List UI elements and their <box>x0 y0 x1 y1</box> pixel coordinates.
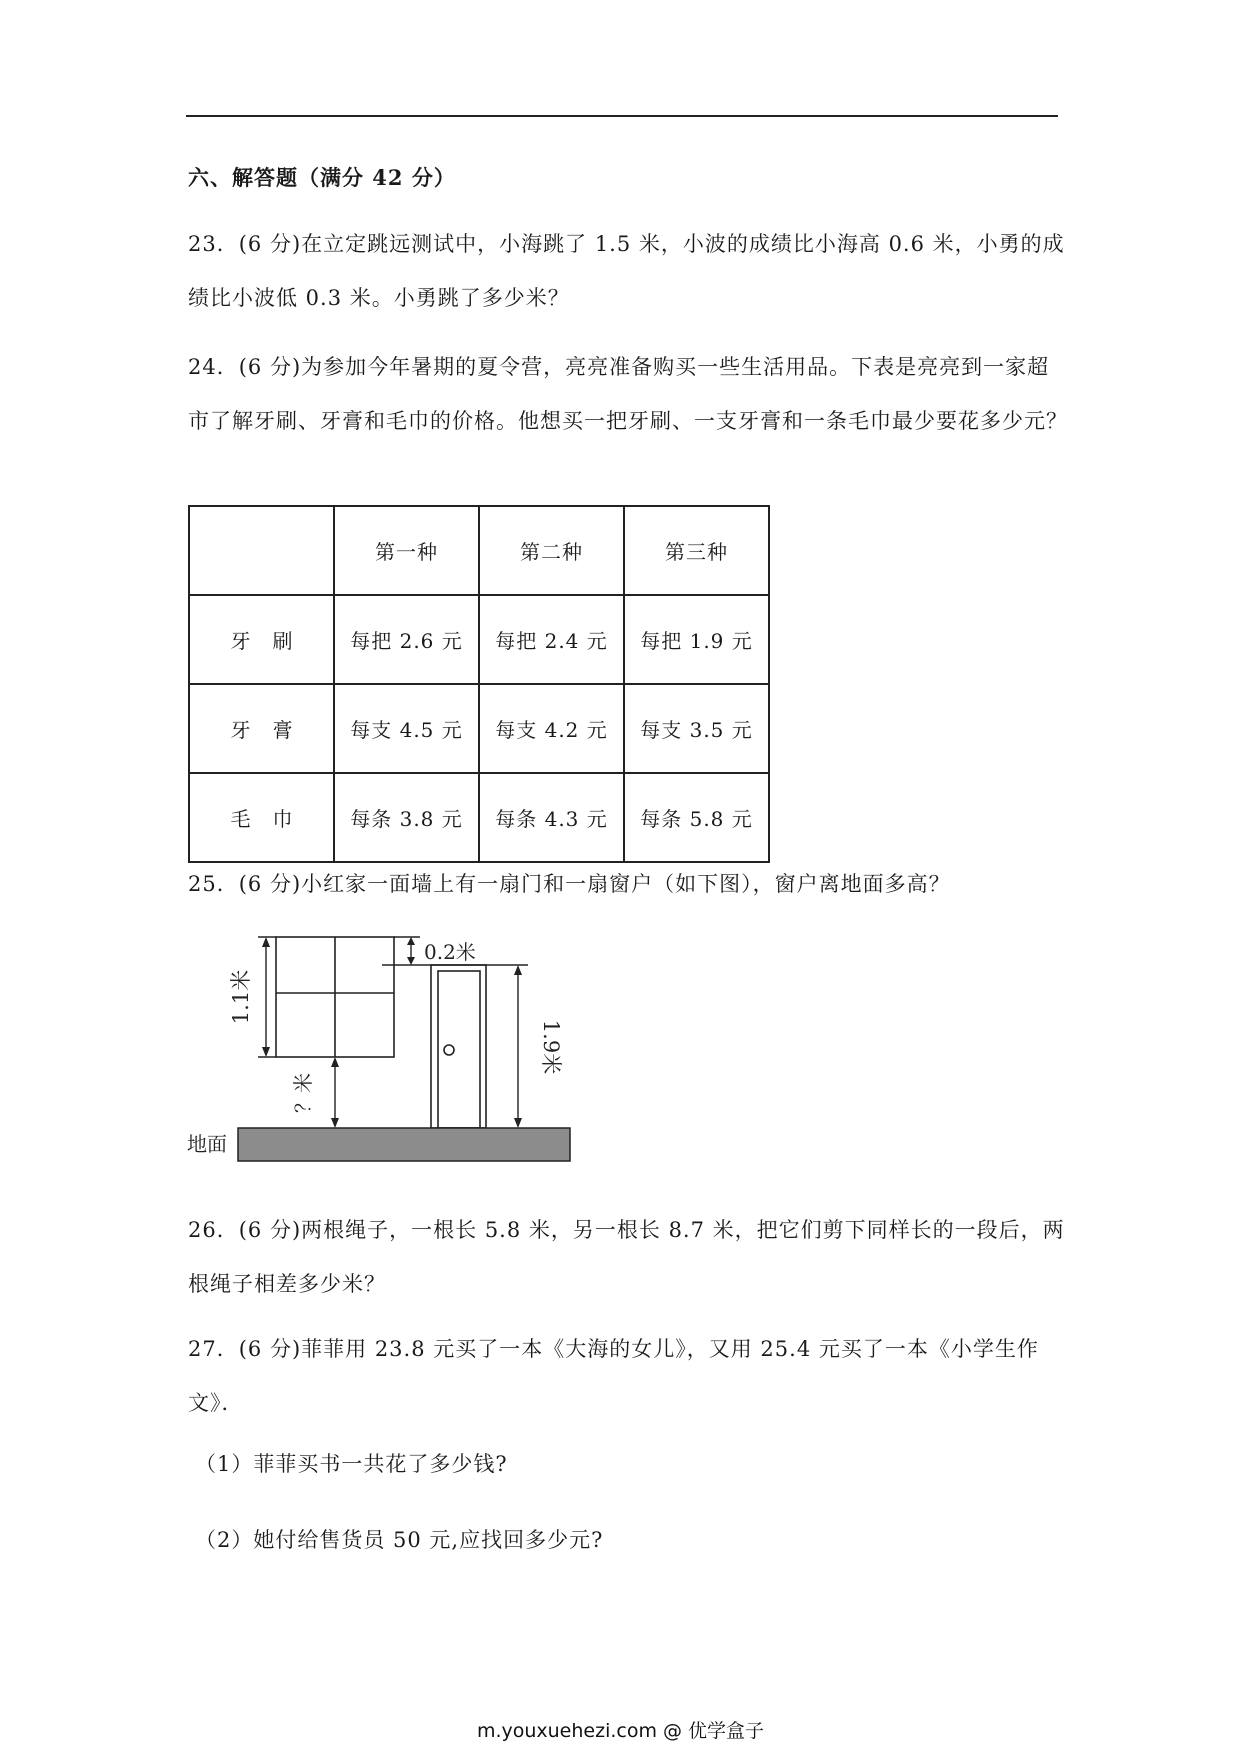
gap-label: 0.2米 <box>424 940 476 964</box>
row-label <box>189 595 334 684</box>
table-cell: 每支 4.2 元 <box>479 684 624 773</box>
wall-diagram <box>182 925 602 1175</box>
question-27-part-1: （1）菲菲买书一共花了多少钱? <box>195 1452 508 1476</box>
table-header-cell: 第一种 <box>334 506 479 595</box>
table-row <box>189 684 769 773</box>
table-header-row <box>189 506 769 595</box>
question-27-part-2: （2）她付给售货员 50 元,应找回多少元? <box>195 1528 604 1552</box>
ground-label: 地面 <box>187 1132 227 1156</box>
table-cell: 每把 2.6 元 <box>334 595 479 684</box>
row-label-text: 牙刷 <box>230 629 315 653</box>
question-23: 23．(6 分)在立定跳远测试中，小海跳了 1.5 米，小波的成绩比小海高 0.6 米，小勇的成绩比小波低 0.3 米。小勇跳了多少米？ <box>188 232 1065 310</box>
row-label-text: 牙膏 <box>230 718 315 742</box>
table-cell: 每把 1.9 元 <box>624 595 769 684</box>
table-cell: 每条 5.8 元 <box>624 773 769 862</box>
table-cell: 每支 3.5 元 <box>624 684 769 773</box>
row-label <box>189 773 334 862</box>
table-header-cell: 第二种 <box>479 506 624 595</box>
unknown-height-arrow <box>331 1057 339 1128</box>
question-26: 26．(6 分)两根绳子，一根长 5.8 米，另一根长 8.7 米，把它们剪下同样长的一段后，两根绳子相差多少米？ <box>188 1218 1065 1296</box>
section-title: 六、解答题（满分 42 分） <box>188 165 456 190</box>
ground-bar <box>238 1128 570 1161</box>
row-label-text: 毛巾 <box>230 807 315 831</box>
table-row <box>189 595 769 684</box>
footer-watermark: m.youxuehezi.com @ 优学盒子 <box>476 1720 765 1742</box>
row-label <box>189 684 334 773</box>
price-table <box>188 505 770 863</box>
question-24: 24．(6 分)为参加今年暑期的夏令营，亮亮准备购买一些生活用品。下表是亮亮到一家超市了解牙刷、牙膏和毛巾的价格。他想买一把牙刷、一支牙膏和一条毛巾最少要花多少元？ <box>188 355 1068 433</box>
table-cell: 每支 4.5 元 <box>334 684 479 773</box>
table-cell: 每条 4.3 元 <box>479 773 624 862</box>
window-height-label: 1.1米 <box>229 969 253 1025</box>
door-shape <box>431 965 486 1128</box>
window-height-arrow <box>258 937 276 1057</box>
top-rule <box>186 115 1058 117</box>
door-height-arrow <box>486 965 528 1128</box>
table-cell: 每把 2.4 元 <box>479 595 624 684</box>
door-height-label: 1.9米 <box>539 1019 563 1075</box>
table-cell: 每条 3.8 元 <box>334 773 479 862</box>
table-row <box>189 773 769 862</box>
table-header-cell: 第三种 <box>624 506 769 595</box>
table-corner-cell <box>189 506 334 595</box>
window-shape <box>276 937 394 1057</box>
unknown-height-label: ？米 <box>291 1073 315 1113</box>
question-25: 25．(6 分)小红家一面墙上有一扇门和一扇窗户（如下图），窗户离地面多高？ <box>188 872 951 896</box>
question-27: 27．(6 分)菲菲用 23.8 元买了一本《大海的女儿》，又用 25.4 元买了一本《小学生作文》． <box>188 1337 1039 1415</box>
